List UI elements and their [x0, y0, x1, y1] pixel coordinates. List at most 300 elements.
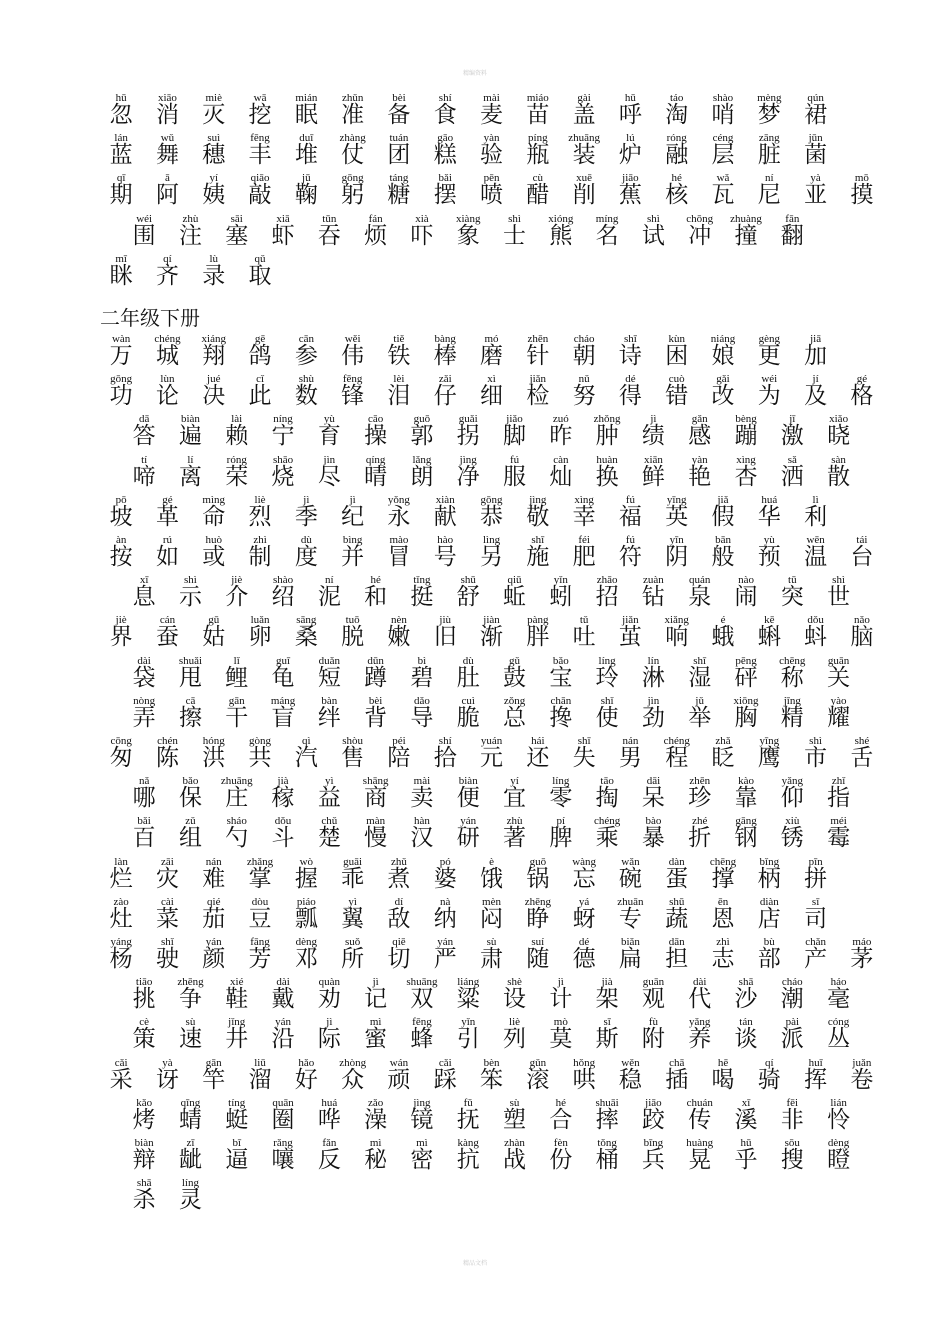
character-cell [468, 857, 514, 897]
pinyin-label: shǐ [161, 936, 174, 948]
hanzi-character: 众 [341, 1066, 365, 1093]
pinyin-label: sàn [831, 453, 846, 466]
pinyin-label: wéi [761, 373, 778, 386]
pinyin-label: yīng [666, 493, 687, 506]
hanzi-character: 冲 [688, 222, 712, 249]
character-cell [607, 736, 653, 776]
pinyin-label: fēng [250, 132, 270, 145]
character-cell [260, 455, 306, 495]
pinyin-label: tǒng [597, 1137, 617, 1149]
pinyin-label: yán [275, 1016, 291, 1029]
pinyin-label: lián [830, 1096, 847, 1109]
pinyin-label: bǎi [438, 172, 452, 185]
character-cell [283, 1058, 329, 1098]
hanzi-character: 参 [294, 343, 318, 369]
hanzi-character: 吓 [410, 222, 434, 249]
character-cell [792, 897, 838, 937]
character-cell [584, 816, 630, 856]
pinyin-label: gāng [735, 815, 757, 828]
character-cell [191, 857, 237, 897]
pinyin-label: yí [209, 172, 219, 185]
character-cell [468, 133, 514, 173]
hanzi-character: 消 [155, 102, 179, 128]
hanzi-character: 嚷 [271, 1147, 295, 1173]
character-cell [329, 374, 375, 414]
hanzi-character: 示 [178, 584, 202, 611]
hanzi-character: 斗 [271, 825, 295, 852]
pinyin-label: mō [854, 172, 869, 185]
pinyin-label: xì [487, 373, 496, 386]
hanzi-character: 仔 [433, 383, 457, 410]
pinyin-label: xiǎng [664, 614, 689, 627]
character-cell [607, 857, 653, 897]
hanzi-character: 密 [410, 1147, 434, 1173]
character-cell [214, 977, 260, 1017]
pinyin-label: lín [647, 654, 660, 667]
character-row [98, 535, 885, 575]
hanzi-character: 烧 [271, 463, 295, 490]
pinyin-label: tūn [322, 212, 337, 225]
pinyin-label: fèn [553, 1137, 568, 1149]
hanzi-character: 楚 [317, 825, 341, 852]
character-cell [214, 214, 260, 254]
hanzi-character: 踩 [433, 1066, 457, 1093]
hanzi-character: 指 [827, 785, 851, 812]
character-cell [746, 897, 792, 937]
pinyin-label: hū [115, 92, 127, 104]
pinyin-label: shuǎi [178, 654, 203, 667]
character-cell [237, 1058, 283, 1098]
character-cell [445, 1017, 491, 1057]
hanzi-character: 塑 [503, 1106, 527, 1133]
section-title: 二年级下册 [100, 306, 200, 330]
hanzi-character: 装 [572, 142, 596, 169]
hanzi-character: 敌 [387, 905, 411, 932]
character-cell [607, 535, 653, 575]
hanzi-character: 及 [804, 383, 828, 410]
pinyin-label: gān [205, 1056, 222, 1069]
pinyin-label: fú [509, 453, 520, 466]
hanzi-character: 汽 [294, 745, 318, 771]
pinyin-label: líng [181, 1177, 199, 1190]
pinyin-label: rǎng [273, 1137, 293, 1149]
pinyin-label: duī [299, 132, 314, 145]
hanzi-character: 食 [433, 102, 457, 128]
pinyin-label: nán [622, 735, 639, 747]
character-cell [352, 455, 398, 495]
pinyin-label: biǎn [620, 936, 640, 948]
character-cell [121, 1017, 167, 1057]
character-cell [121, 455, 167, 495]
character-cell [746, 495, 792, 535]
pinyin-label: mèng [757, 92, 782, 104]
pinyin-label: shào [712, 92, 734, 104]
hanzi-character: 备 [387, 102, 411, 128]
hanzi-character: 扁 [618, 946, 642, 972]
hanzi-character: 烂 [109, 865, 133, 892]
pinyin-label: chā [669, 1056, 685, 1069]
pinyin-label: sháo [226, 815, 247, 828]
hanzi-character: 闷 [480, 905, 504, 932]
pinyin-label: jiù [439, 614, 452, 627]
pinyin-label: zī [186, 1137, 195, 1149]
character-cell [121, 414, 167, 454]
hanzi-character: 肥 [572, 544, 596, 570]
character-cell [584, 575, 630, 615]
character-cell [746, 334, 792, 374]
character-cell [399, 696, 445, 736]
character-cell [376, 857, 422, 897]
hanzi-character: 共 [248, 745, 272, 771]
hanzi-character: 附 [641, 1026, 665, 1053]
hanzi-character: 杀 [132, 1187, 156, 1214]
pinyin-label: zhǒng [593, 413, 621, 426]
character-cell [538, 977, 584, 1017]
character-cell [191, 535, 237, 575]
character-cell [515, 937, 561, 977]
pinyin-label: kào [738, 775, 754, 788]
character-cell [815, 1138, 861, 1178]
character-row [98, 615, 885, 655]
character-cell [214, 1017, 260, 1057]
pinyin-label: qī [116, 172, 126, 185]
character-cell [144, 495, 190, 535]
hanzi-character: 澡 [364, 1106, 388, 1133]
hanzi-character: 元 [480, 745, 504, 771]
pinyin-label: gǎn [691, 413, 708, 426]
pinyin-label: cōng [110, 735, 132, 747]
character-cell [167, 776, 213, 816]
pinyin-label: xìng [736, 453, 756, 466]
pinyin-label: bì [417, 654, 427, 667]
character-cell [769, 455, 815, 495]
character-cell [515, 334, 561, 374]
hanzi-character: 感 [688, 423, 712, 450]
character-cell [561, 93, 607, 133]
hanzi-character: 柄 [757, 865, 781, 892]
pinyin-label: zhǎng [246, 855, 274, 868]
character-cell [144, 857, 190, 897]
character-cell [792, 495, 838, 535]
character-cell [561, 334, 607, 374]
character-cell [723, 214, 769, 254]
hanzi-character: 碗 [618, 865, 642, 892]
pinyin-label: zhuān [617, 895, 644, 908]
character-cell [422, 897, 468, 937]
character-cell [237, 615, 283, 655]
hanzi-character: 育 [317, 423, 341, 450]
hanzi-character: 仰 [780, 785, 804, 812]
pinyin-label: cǎi [438, 1056, 452, 1069]
hanzi-character: 喝 [711, 1066, 735, 1093]
hanzi-character: 为 [757, 383, 781, 410]
pinyin-label: yǎng [689, 1016, 711, 1029]
pinyin-label: dàn [668, 855, 685, 868]
character-cell [376, 334, 422, 374]
hanzi-character: 拼 [804, 865, 828, 892]
pinyin-label: fāng [250, 936, 270, 948]
character-cell [283, 937, 329, 977]
character-cell [144, 615, 190, 655]
character-cell [491, 214, 537, 254]
hanzi-character: 部 [757, 946, 781, 972]
hanzi-character: 诗 [618, 343, 642, 369]
hanzi-character: 豆 [248, 905, 272, 932]
hanzi-character: 怜 [827, 1106, 851, 1133]
pinyin-label: chēng [779, 654, 806, 667]
pinyin-label: lì [812, 493, 819, 506]
character-cell [306, 455, 352, 495]
pinyin-label: shā [136, 1177, 152, 1190]
hanzi-character: 绍 [271, 584, 295, 611]
pinyin-label: hàn [413, 815, 430, 828]
hanzi-character: 采 [109, 1066, 133, 1093]
pinyin-label: líng [598, 654, 616, 667]
character-cell [654, 334, 700, 374]
pinyin-label: shǐ [600, 694, 614, 707]
hanzi-character: 哨 [711, 102, 735, 128]
hanzi-character: 蓝 [109, 142, 133, 169]
pinyin-label: shāo [272, 453, 294, 466]
character-cell [677, 414, 723, 454]
character-cell [399, 816, 445, 856]
hanzi-character: 舒 [456, 584, 480, 611]
character-cell [839, 535, 885, 575]
pinyin-label: dèng [295, 936, 318, 948]
character-cell [792, 173, 838, 213]
pinyin-label: hū [624, 92, 636, 104]
pinyin-label: bǐng [759, 855, 780, 868]
hanzi-character: 息 [132, 584, 156, 611]
character-cell [283, 374, 329, 414]
character-cell [491, 696, 537, 736]
pinyin-label: qié [207, 895, 221, 908]
character-cell [98, 93, 144, 133]
pinyin-label: gǎi [716, 373, 730, 386]
character-cell [723, 455, 769, 495]
character-row [121, 977, 862, 1017]
hanzi-character: 阴 [665, 544, 689, 570]
hanzi-character: 好 [294, 1066, 318, 1093]
character-cell [376, 535, 422, 575]
hanzi-character: 抗 [456, 1147, 480, 1173]
pinyin-label: háo [830, 976, 847, 989]
hanzi-character: 短 [317, 664, 341, 691]
character-cell [98, 334, 144, 374]
hanzi-character: 男 [618, 745, 642, 771]
character-cell [191, 173, 237, 213]
hanzi-character: 精 [780, 704, 804, 731]
pinyin-label: zhàn [504, 1137, 525, 1149]
hanzi-character: 啼 [132, 463, 156, 490]
hanzi-character: 钻 [641, 584, 665, 611]
hanzi-character: 蜓 [225, 1106, 249, 1133]
pinyin-label: kùn [668, 333, 685, 345]
character-cell [306, 1017, 352, 1057]
character-cell [723, 696, 769, 736]
hanzi-character: 离 [178, 463, 202, 490]
hanzi-character: 蜂 [410, 1026, 434, 1053]
hanzi-character: 握 [294, 865, 318, 892]
hanzi-character: 难 [202, 865, 226, 892]
character-cell [283, 173, 329, 213]
hanzi-character: 辩 [132, 1147, 156, 1173]
hanzi-character: 煮 [387, 865, 411, 892]
pinyin-label: jià [601, 976, 613, 989]
pinyin-label: chǔ [321, 815, 338, 828]
character-cell [491, 1098, 537, 1138]
character-cell [515, 615, 561, 655]
hanzi-character: 换 [595, 463, 619, 490]
hanzi-character: 响 [665, 624, 689, 651]
hanzi-character: 洒 [780, 463, 804, 490]
pinyin-label: gōng [110, 373, 133, 386]
hanzi-character: 预 [757, 544, 781, 570]
hanzi-character: 组 [178, 825, 202, 852]
character-cell [167, 816, 213, 856]
character-cell [491, 414, 537, 454]
pinyin-label: gèng [758, 333, 780, 345]
hanzi-character: 乘 [595, 825, 619, 852]
hanzi-character: 试 [641, 222, 665, 249]
pinyin-label: yàn [483, 132, 500, 145]
hanzi-character: 齐 [155, 262, 179, 289]
character-cell [352, 656, 398, 696]
pinyin-label: hóng [202, 735, 225, 747]
hanzi-character: 珍 [688, 785, 712, 812]
pinyin-label: jìn [323, 453, 336, 466]
pinyin-label: yīng [759, 735, 780, 747]
character-cell [329, 133, 375, 173]
character-cell [769, 656, 815, 696]
hanzi-character: 融 [665, 142, 689, 169]
hanzi-character: 传 [688, 1106, 712, 1133]
hanzi-character: 利 [804, 503, 828, 530]
hanzi-character: 钢 [734, 825, 758, 852]
character-cell [144, 173, 190, 213]
character-cell [746, 133, 792, 173]
pinyin-label: xià [415, 212, 429, 225]
hanzi-character: 拾 [433, 745, 457, 771]
character-cell [445, 656, 491, 696]
character-cell [144, 535, 190, 575]
pinyin-label: tuán [389, 132, 409, 145]
character-cell [445, 977, 491, 1017]
pinyin-label: fǔ [463, 1096, 473, 1109]
character-row [121, 214, 815, 254]
hanzi-character: 裙 [804, 102, 828, 128]
hanzi-character: 醋 [526, 182, 550, 209]
hanzi-character: 驶 [155, 946, 179, 972]
character-cell [792, 736, 838, 776]
pinyin-label: shào [272, 574, 294, 587]
pinyin-label: dūn [367, 654, 384, 667]
character-cell [584, 214, 630, 254]
character-cell [839, 736, 885, 776]
hanzi-character: 朗 [410, 463, 434, 490]
pinyin-label: ní [765, 172, 774, 185]
character-cell [630, 1098, 676, 1138]
hanzi-character: 兵 [641, 1147, 665, 1173]
character-row [121, 1138, 862, 1178]
pinyin-label: shì [508, 212, 521, 225]
hanzi-character: 毫 [827, 986, 851, 1013]
hanzi-character: 挖 [248, 102, 272, 128]
pinyin-label: jià [277, 775, 289, 788]
character-cell [561, 615, 607, 655]
character-cell [561, 535, 607, 575]
hanzi-character: 郭 [410, 423, 434, 450]
character-row [98, 334, 839, 374]
hanzi-character: 肿 [595, 423, 619, 450]
hanzi-character: 蚓 [549, 584, 573, 611]
hanzi-character: 棒 [433, 343, 457, 369]
pinyin-label: jìng [413, 1096, 431, 1109]
character-cell [167, 977, 213, 1017]
pinyin-label: yīn [669, 534, 684, 546]
character-cell [607, 495, 653, 535]
character-cell [98, 133, 144, 173]
character-cell [561, 937, 607, 977]
character-cell [98, 495, 144, 535]
pinyin-label: zhēng [177, 976, 204, 989]
hanzi-character: 胸 [734, 704, 758, 731]
hanzi-character: 万 [109, 343, 133, 369]
character-cell [746, 736, 792, 776]
character-cell [700, 897, 746, 937]
character-cell [98, 736, 144, 776]
pinyin-label: zhòng [339, 1056, 367, 1069]
pinyin-label: suì [207, 132, 221, 145]
hanzi-character: 婆 [433, 865, 457, 892]
character-cell [792, 1058, 838, 1098]
character-cell [352, 1017, 398, 1057]
pinyin-label: huá [321, 1096, 338, 1109]
pinyin-label: hǎo [298, 1056, 315, 1069]
character-cell [422, 133, 468, 173]
character-cell [746, 173, 792, 213]
pinyin-label: dān [668, 936, 685, 948]
character-cell [329, 897, 375, 937]
page-header-watermark: 精编资料 [462, 70, 487, 77]
hanzi-character: 沙 [734, 986, 758, 1013]
character-cell [561, 173, 607, 213]
hanzi-character: 努 [572, 383, 596, 410]
hanzi-character: 灾 [155, 865, 179, 892]
pinyin-label: shòu [342, 735, 364, 747]
pinyin-label: fēng [342, 373, 363, 386]
character-row [98, 736, 885, 776]
character-cell [121, 776, 167, 816]
character-cell [306, 977, 352, 1017]
pinyin-label: xiàng [456, 212, 481, 225]
character-cell [167, 656, 213, 696]
hanzi-character: 盲 [271, 704, 295, 731]
hanzi-character: 举 [688, 704, 712, 731]
hanzi-character: 劲 [641, 704, 665, 731]
hanzi-character: 汉 [410, 825, 434, 852]
character-row [121, 776, 862, 816]
character-cell [538, 414, 584, 454]
pinyin-label: pīn [808, 855, 823, 868]
character-cell [306, 214, 352, 254]
character-cell [352, 214, 398, 254]
hanzi-character: 亚 [804, 182, 828, 209]
character-cell [468, 736, 514, 776]
character-cell [607, 1058, 653, 1098]
character-cell [260, 656, 306, 696]
hanzi-character: 荣 [225, 463, 249, 490]
